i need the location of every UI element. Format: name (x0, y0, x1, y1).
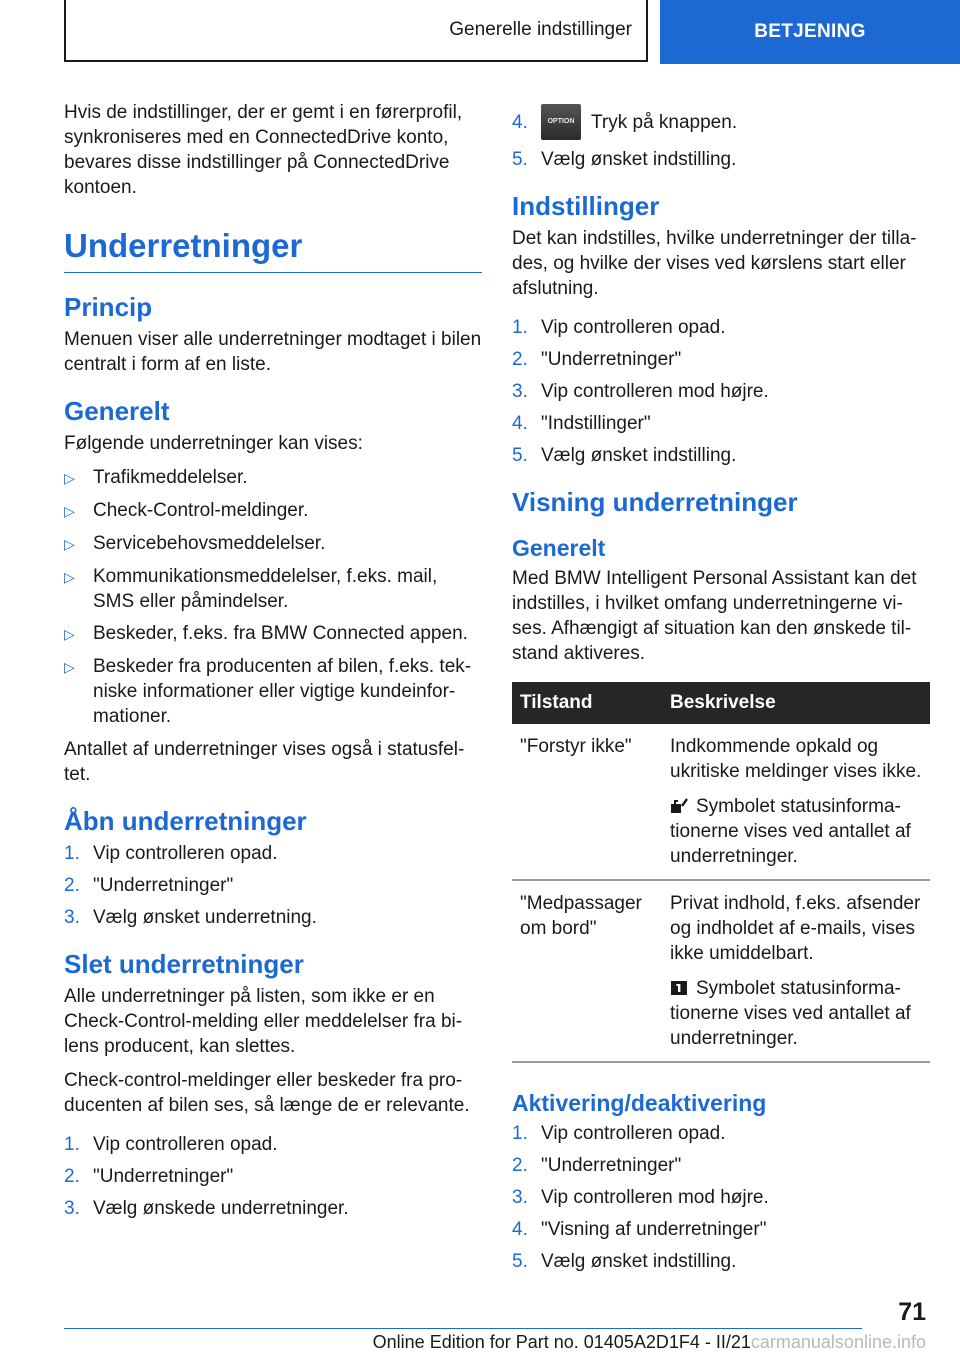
do-not-disturb-icon (670, 798, 688, 814)
triangle-bullet-icon: ▷ (64, 536, 75, 552)
visning-heading: Visning underretninger (512, 487, 798, 517)
description-cell: Indkommende opkald og ukritiske meldinger vises ikke. Symbolet statusinformationerne vises ved antallet af underretninger. (662, 724, 930, 880)
aktivering-steps (512, 1121, 930, 1274)
footer-divider (64, 1328, 862, 1329)
running-header-section (64, 0, 648, 62)
slet-paragraph-2: Check-control-meldinger eller beskeder fra producenten af bilen ses, så længe de er relevante. (64, 1070, 470, 1116)
state-cell: "Medpassager om bord" (512, 880, 662, 1062)
step-item: 2. "Underretninger" (64, 875, 234, 896)
triangle-bullet-icon: ▷ (64, 626, 75, 642)
table-header-row (512, 682, 930, 724)
footer (64, 1332, 926, 1353)
list-item: ▷ Trafikmeddelelser. (64, 465, 482, 491)
list-item: ▷ Kommunikationsmeddelelser, f.eks. mail, SMS eller påmindelser. (64, 566, 438, 612)
step-item: 4. "Indstillinger" (512, 413, 651, 434)
watermark: carmanualsonline.info (750, 1332, 926, 1352)
passenger-icon (670, 980, 688, 996)
generelt-heading: Generelt (64, 396, 170, 426)
step-item: 1. Vip controlleren opad. (64, 843, 278, 864)
chapter-label: BETJENING (754, 21, 866, 42)
step-item: 3. Vip controlleren mod højre. (512, 1187, 769, 1208)
indstillinger-heading: Indstillinger (512, 191, 660, 221)
option-button-icon: OPTION (541, 104, 581, 140)
slet-paragraph-1: Alle underretninger på listen, som ikke er en Check-Control-melding eller meddelelser fra bilens producent, kan slettes. (64, 986, 463, 1057)
triangle-bullet-icon: ▷ (64, 503, 75, 519)
step-item: 5. Vælg ønsket indstilling. (512, 1251, 737, 1272)
chapter-heading: Underretninger (64, 226, 482, 273)
col-header-tilstand: Tilstand (512, 682, 662, 724)
triangle-bullet-icon: ▷ (64, 470, 75, 486)
list-item: ▷ Beskeder, f.eks. fra BMW Connected appen. (64, 621, 482, 647)
slet-steps (64, 1132, 482, 1221)
list-item: ▷ Beskeder fra producenten af bilen, f.eks. tekniske informationer eller vigtige kundeinformationer. (64, 656, 472, 727)
aabn-steps (64, 841, 482, 930)
visning-subheading: Generelt (512, 535, 606, 561)
indstillinger-steps (512, 315, 930, 468)
left-column (64, 100, 482, 1229)
mode-table (512, 682, 930, 1063)
list-item: ▷ Check-Control-meldinger. (64, 498, 482, 524)
triangle-bullet-icon: ▷ (64, 569, 75, 585)
table-row (512, 880, 930, 1062)
top-steps (512, 104, 930, 172)
step-item: 1. Vip controlleren opad. (512, 1123, 726, 1144)
step-item: 3. Vip controlleren mod højre. (512, 381, 769, 402)
generelt-lead: Følgende underretninger kan vises: (64, 433, 363, 454)
section-title: Generelle indstillinger (449, 19, 632, 40)
table-row (512, 724, 930, 880)
princip-text: Menuen viser alle underretninger modtaget i bilen centralt i form af en liste. (64, 329, 482, 375)
step-item: 3. Vælg ønsket underretning. (64, 907, 317, 928)
aktivering-heading: Aktivering/deaktivering (512, 1090, 767, 1116)
aabn-heading: Åbn underretninger (64, 806, 307, 836)
indstillinger-text: Det kan indstilles, hvilke underretninger der tillades, og hvilke der vises ved kørslens start eller afslutning. (512, 228, 917, 299)
list-item: ▷ Servicebehovsmeddelelser. (64, 531, 482, 557)
step-item: 5. Vælg ønsket indstilling. (512, 149, 737, 170)
page-number: 71 (898, 1298, 926, 1326)
step-item: 1. Vip controlleren opad. (64, 1134, 278, 1155)
slet-heading: Slet underretninger (64, 949, 304, 979)
col-header-beskrivelse: Beskrivelse (662, 682, 930, 724)
description-cell: Privat indhold, f.eks. afsender og indholdet af e-mails, vises ikke umiddelbart. Symbolet statusinformationerne vises ved antallet af underretninger. (662, 880, 930, 1062)
step-item: 3. Vælg ønskede underretninger. (64, 1198, 349, 1219)
generelt-note: Antallet af underretninger vises også i statusfeltet. (64, 739, 465, 785)
step-item: 1. Vip controlleren opad. (512, 317, 726, 338)
visning-text: Med BMW Intelligent Personal Assistant kan det indstilles, i hvilket omfang underretningerne vises. Afhængigt af situation kan den ønskede tilstand aktiveres. (512, 568, 917, 664)
princip-heading: Princip (64, 292, 153, 322)
step-item: 2. "Underretninger" (512, 1155, 682, 1176)
intro-paragraph: Hvis de indstillinger, der er gemt i en førerprofil, synkroniseres med en ConnectedDrive konto, bevares disse indstillinger på ConnectedDrive kontoen. (64, 102, 463, 198)
step-item: 2. "Underretninger" (64, 1166, 234, 1187)
step-item: 2. "Underretninger" (512, 349, 682, 370)
triangle-bullet-icon: ▷ (64, 659, 75, 675)
right-column (512, 104, 930, 1282)
step-item: 5. Vælg ønsket indstilling. (512, 445, 737, 466)
step-item: 4. OPTION Tryk på knappen. (512, 104, 930, 140)
chapter-tab[interactable] (660, 0, 960, 64)
state-cell: "Forstyr ikke" (512, 724, 662, 880)
edition-text: Online Edition for Part no. 01405A2D1F4 - II/21 (372, 1332, 751, 1352)
generelt-bullet-list (64, 465, 482, 729)
step-item: 4. "Visning af underretninger" (512, 1219, 767, 1240)
